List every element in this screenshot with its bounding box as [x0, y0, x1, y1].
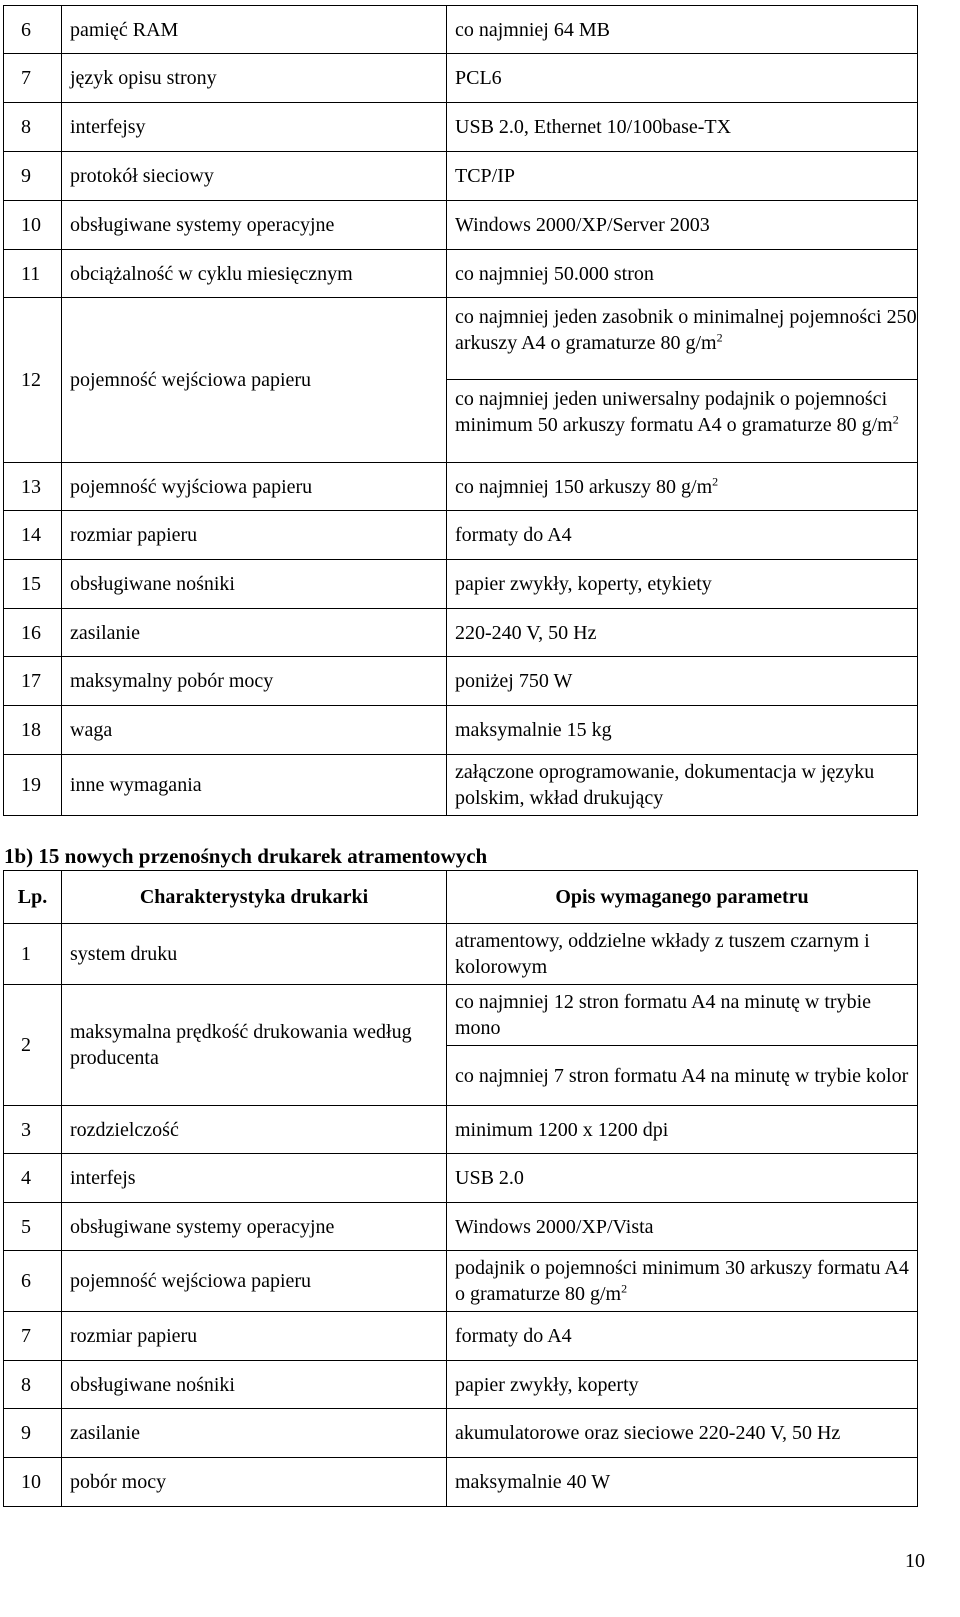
table-row	[4, 54, 918, 103]
parameter-value: USB 2.0	[447, 1154, 918, 1203]
table-row	[4, 1106, 918, 1154]
table-row	[4, 463, 918, 511]
superscript: 2	[621, 1281, 628, 1296]
row-number: 9	[4, 1409, 62, 1458]
table-row	[4, 298, 918, 380]
printer-spec-table-1	[3, 5, 918, 816]
row-number: 16	[4, 609, 62, 657]
parameter-name: obsługiwane nośniki	[62, 1361, 447, 1409]
column-header-parameter: Opis wymaganego parametru	[447, 871, 918, 924]
parameter-name: maksymalny pobór mocy	[62, 657, 447, 706]
parameter-value: USB 2.0, Ethernet 10/100base-TX	[447, 103, 918, 152]
parameter-name: inne wymagania	[62, 755, 447, 816]
parameter-value: Windows 2000/XP/Vista	[447, 1203, 918, 1251]
parameter-name: protokół sieciowy	[62, 152, 447, 201]
table-row	[4, 152, 918, 201]
parameter-value: co najmniej 64 MB	[447, 6, 918, 54]
row-number: 13	[4, 463, 62, 511]
parameter-name: pojemność wejściowa papieru	[62, 298, 447, 463]
column-header-lp: Lp.	[4, 871, 62, 924]
parameter-name: pamięć RAM	[62, 6, 447, 54]
row-number: 15	[4, 560, 62, 609]
parameter-value: co najmniej 50.000 stron	[447, 250, 918, 298]
parameter-value: co najmniej 12 stron formatu A4 na minutę w trybie mono	[447, 985, 918, 1046]
parameter-value: formaty do A4	[447, 1312, 918, 1361]
table-row	[4, 103, 918, 152]
row-number: 11	[4, 250, 62, 298]
parameter-name: system druku	[62, 924, 447, 985]
table-row	[4, 1361, 918, 1409]
row-number: 8	[4, 103, 62, 152]
row-number: 4	[4, 1154, 62, 1203]
row-number: 10	[4, 201, 62, 250]
superscript: 2	[716, 330, 723, 345]
table-row	[4, 560, 918, 609]
parameter-name: zasilanie	[62, 1409, 447, 1458]
superscript: 2	[892, 412, 899, 427]
parameter-name: obsługiwane systemy operacyjne	[62, 1203, 447, 1251]
parameter-value: maksymalnie 15 kg	[447, 706, 918, 755]
row-number: 7	[4, 54, 62, 103]
parameter-name: waga	[62, 706, 447, 755]
parameter-name: język opisu strony	[62, 54, 447, 103]
table-row	[4, 511, 918, 560]
parameter-value: maksymalnie 40 W	[447, 1458, 918, 1507]
row-number: 14	[4, 511, 62, 560]
printer-spec-table-2	[3, 870, 918, 1507]
row-number: 1	[4, 924, 62, 985]
row-number: 19	[4, 755, 62, 816]
column-header-characteristic: Charakterystyka drukarki	[62, 871, 447, 924]
table-header-row	[4, 871, 918, 924]
table-row	[4, 250, 918, 298]
parameter-value-text: podajnik o pojemności minimum 30 arkuszy formatu A4 o gramaturze 80 g/m	[455, 1257, 909, 1305]
row-number: 17	[4, 657, 62, 706]
table-row	[4, 755, 918, 816]
parameter-name: zasilanie	[62, 609, 447, 657]
row-number: 18	[4, 706, 62, 755]
parameter-value: akumulatorowe oraz sieciowe 220-240 V, 50 Hz	[447, 1409, 918, 1458]
table-row	[4, 6, 918, 54]
table-row	[4, 1409, 918, 1458]
table-row	[4, 1251, 918, 1312]
table-row	[4, 706, 918, 755]
table-row	[4, 609, 918, 657]
parameter-value	[447, 380, 918, 463]
parameter-value: papier zwykły, koperty	[447, 1361, 918, 1409]
parameter-value	[447, 463, 918, 511]
parameter-value: papier zwykły, koperty, etykiety	[447, 560, 918, 609]
table-row	[4, 657, 918, 706]
row-number: 10	[4, 1458, 62, 1507]
row-number: 2	[4, 985, 62, 1106]
parameter-name: interfejsy	[62, 103, 447, 152]
parameter-name: rozdzielczość	[62, 1106, 447, 1154]
parameter-value: atramentowy, oddzielne wkłady z tuszem czarnym i kolorowym	[447, 924, 918, 985]
parameter-name: interfejs	[62, 1154, 447, 1203]
row-number: 3	[4, 1106, 62, 1154]
parameter-name: obciążalność w cyklu miesięcznym	[62, 250, 447, 298]
parameter-value: załączone oprogramowanie, dokumentacja w języku polskim, wkład drukujący	[447, 755, 918, 816]
row-number: 8	[4, 1361, 62, 1409]
parameter-name: maksymalna prędkość drukowania według producenta	[62, 985, 447, 1106]
parameter-value: PCL6	[447, 54, 918, 103]
parameter-name: pobór mocy	[62, 1458, 447, 1507]
parameter-value-text: co najmniej jeden uniwersalny podajnik o pojemności minimum 50 arkuszy formatu A4 o gramaturze 80 g/m	[455, 388, 893, 436]
parameter-value: 220-240 V, 50 Hz	[447, 609, 918, 657]
table-row	[4, 1203, 918, 1251]
table-row	[4, 985, 918, 1046]
parameter-value	[447, 1251, 918, 1312]
parameter-value: poniżej 750 W	[447, 657, 918, 706]
parameter-value: formaty do A4	[447, 511, 918, 560]
parameter-name: pojemność wyjściowa papieru	[62, 463, 447, 511]
row-number: 7	[4, 1312, 62, 1361]
row-number: 12	[4, 298, 62, 463]
row-number: 6	[4, 1251, 62, 1312]
table-row	[4, 924, 918, 985]
table-row	[4, 1458, 918, 1507]
row-number: 6	[4, 6, 62, 54]
table-row	[4, 1312, 918, 1361]
superscript: 2	[712, 473, 719, 488]
page-number: 10	[905, 1550, 925, 1572]
parameter-value: minimum 1200 x 1200 dpi	[447, 1106, 918, 1154]
section-title: 1b) 15 nowych przenośnych drukarek atramentowych	[4, 844, 488, 868]
parameter-value	[447, 298, 918, 380]
table-row	[4, 201, 918, 250]
parameter-value: co najmniej 7 stron formatu A4 na minutę w trybie kolor	[447, 1046, 918, 1106]
parameter-name: rozmiar papieru	[62, 1312, 447, 1361]
parameter-value: TCP/IP	[447, 152, 918, 201]
parameter-value-text: co najmniej 150 arkuszy 80 g/m	[455, 475, 713, 498]
row-number: 5	[4, 1203, 62, 1251]
parameter-name: obsługiwane systemy operacyjne	[62, 201, 447, 250]
row-number: 9	[4, 152, 62, 201]
table-row	[4, 1154, 918, 1203]
parameter-value: Windows 2000/XP/Server 2003	[447, 201, 918, 250]
parameter-name: pojemność wejściowa papieru	[62, 1251, 447, 1312]
parameter-value-text: co najmniej jeden zasobnik o minimalnej pojemności 250 arkuszy A4 o gramaturze 80 g/m	[455, 306, 917, 354]
parameter-name: rozmiar papieru	[62, 511, 447, 560]
parameter-name: obsługiwane nośniki	[62, 560, 447, 609]
